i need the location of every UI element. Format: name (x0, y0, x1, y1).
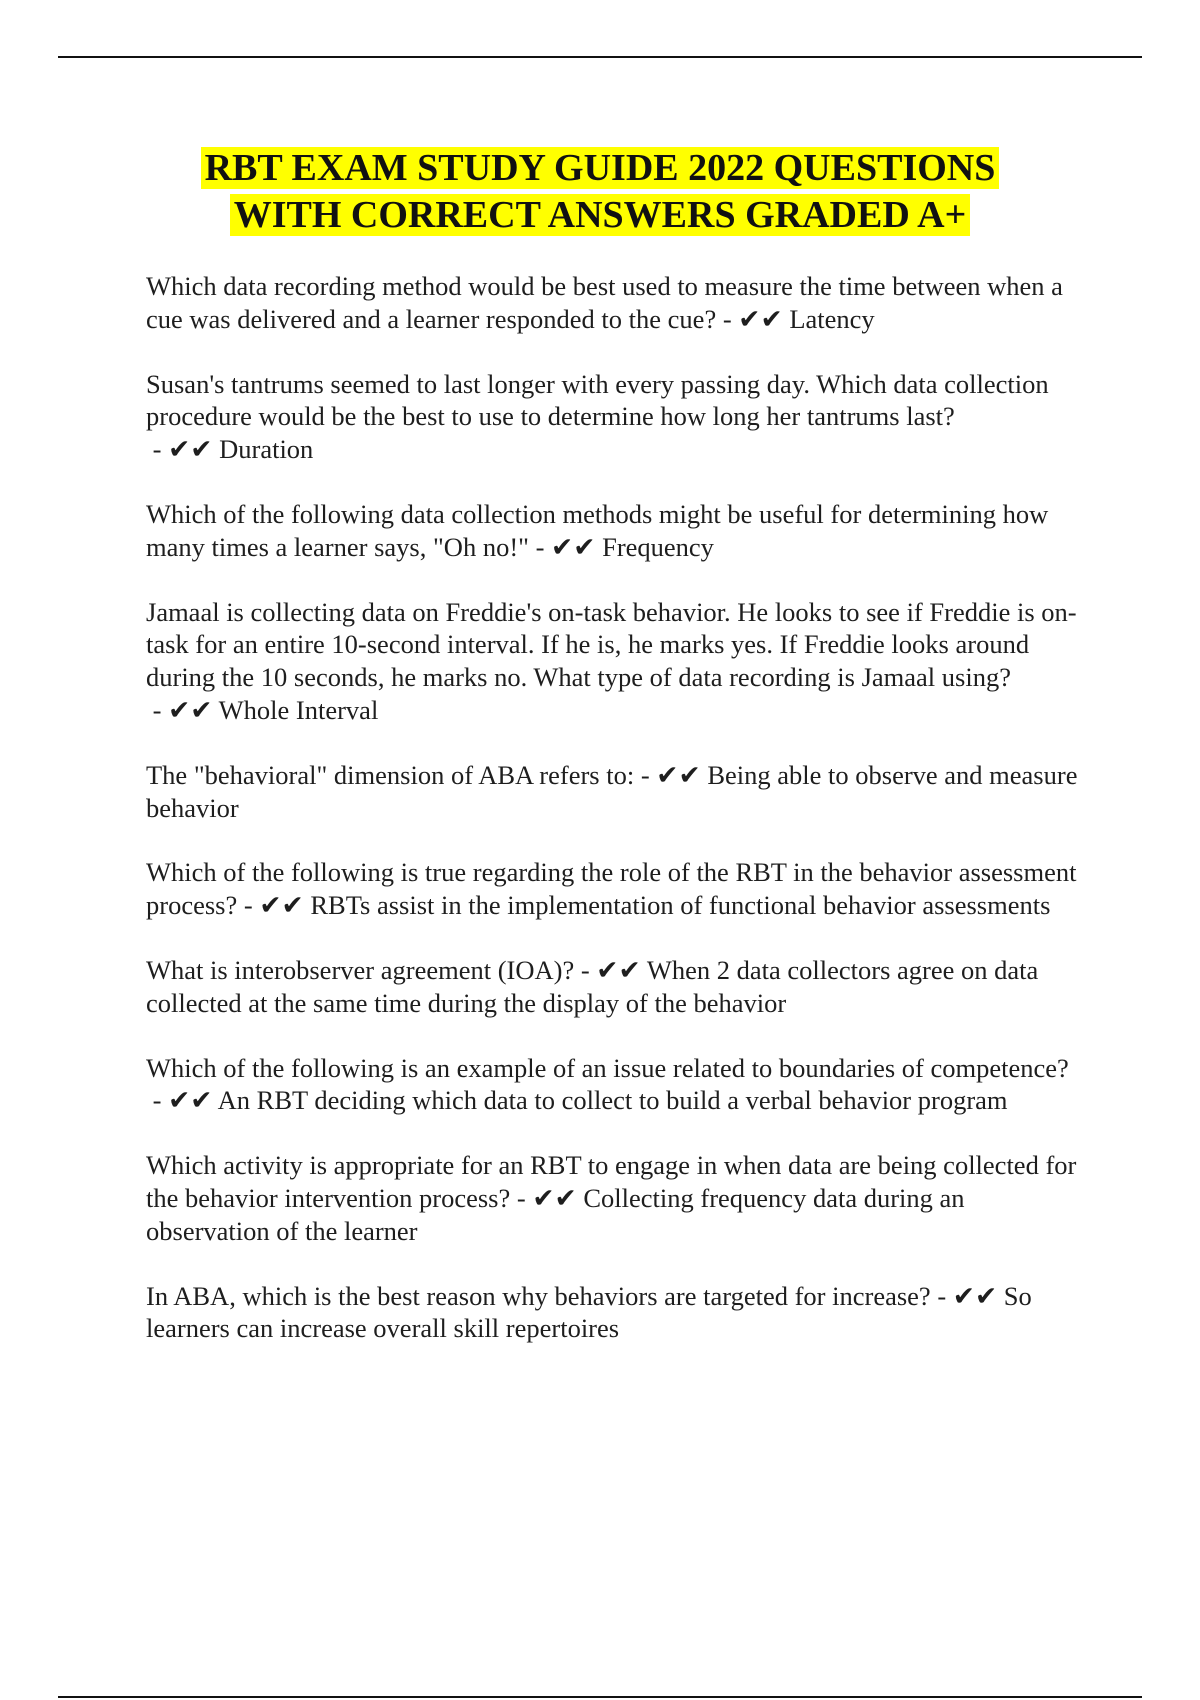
qa-item (146, 270, 1086, 336)
qa-list (146, 270, 1086, 1377)
answer-text: Whole Interval (218, 694, 379, 725)
top-rule (58, 56, 1142, 58)
check-separator: - ✔✔ (146, 1085, 218, 1116)
question-text: Which of the following data collection methods might be useful for determining how many times a learner says, "Oh no!" (146, 498, 1049, 562)
question-text: What is interobserver agreement (IOA)? (146, 954, 575, 985)
qa-item (146, 954, 1086, 1020)
question-text: Which data recording method would be best used to measure the time between when a cue was delivered and a learner responded to the cue? (146, 271, 1063, 334)
check-separator: - ✔✔ (146, 434, 220, 465)
question-text: Which activity is appropriate for an RBT to engage in when data are being collected for the behavior intervention process? (146, 1150, 1077, 1213)
question-text: Jamaal is collecting data on Freddie's on-task behavior. He looks to see if Freddie is on-task for an entire 10-second interval. If he is, he marks yes. If Freddie looks around during the 10 seconds, he marks no. What type of data recording is Jamaal using? (146, 596, 1077, 693)
title-highlight (201, 147, 1000, 236)
check-separator: - ✔✔ (574, 954, 647, 985)
qa-item (146, 1052, 1086, 1118)
qa-item (146, 856, 1086, 922)
answer-text: Being able to observe and measure behavior (146, 759, 1078, 823)
answer-text: Latency (789, 303, 875, 334)
question-text: In ABA, which is the best reason why behaviors are targeted for increase? (146, 1280, 931, 1311)
answer-text: Collecting frequency data during an observation of the learner (146, 1182, 965, 1246)
answer-text: When 2 data collectors agree on data collected at the same time during the display of the behavior (146, 954, 1039, 1018)
answer-text: Duration (219, 434, 314, 465)
check-separator: - ✔✔ (237, 890, 311, 921)
question-text: Which of the following is true regarding the role of the RBT in the behavior assessment process? (146, 857, 1077, 921)
question-text: Which of the following is an example of an issue related to boundaries of competence? (146, 1052, 1069, 1083)
title-line-1: RBT EXAM STUDY GUIDE 2022 QUESTIONS (204, 147, 996, 189)
question-text: Susan's tantrums seemed to last longer with every passing day. Which data collection procedure would be the best to use to determine how long her tantrums last? (146, 368, 1049, 432)
qa-item (146, 1280, 1086, 1346)
qa-item (146, 759, 1086, 825)
check-separator: - ✔✔ (146, 694, 219, 725)
check-separator: - ✔✔ (930, 1280, 1004, 1311)
check-separator: - ✔✔ (634, 759, 708, 790)
qa-item (146, 1149, 1086, 1247)
page-title (100, 145, 1100, 239)
title-line-2: WITH CORRECT ANSWERS GRADED A+ (233, 194, 967, 236)
answer-text: Frequency (602, 531, 714, 562)
qa-item (146, 596, 1086, 727)
qa-item (146, 368, 1086, 466)
check-separator: - ✔✔ (716, 303, 790, 334)
bottom-rule (58, 1696, 1142, 1698)
answer-text: RBTs assist in the implementation of functional behavior assessments (310, 890, 1051, 921)
answer-text: An RBT deciding which data to collect to build a verbal behavior program (217, 1085, 1008, 1116)
check-separator: - ✔✔ (528, 531, 603, 562)
qa-item (146, 498, 1086, 564)
question-text: The "behavioral" dimension of ABA refers to: (146, 759, 635, 790)
check-separator: - ✔✔ (510, 1182, 584, 1213)
answer-text: So learners can increase overall skill repertoires (146, 1280, 1032, 1344)
